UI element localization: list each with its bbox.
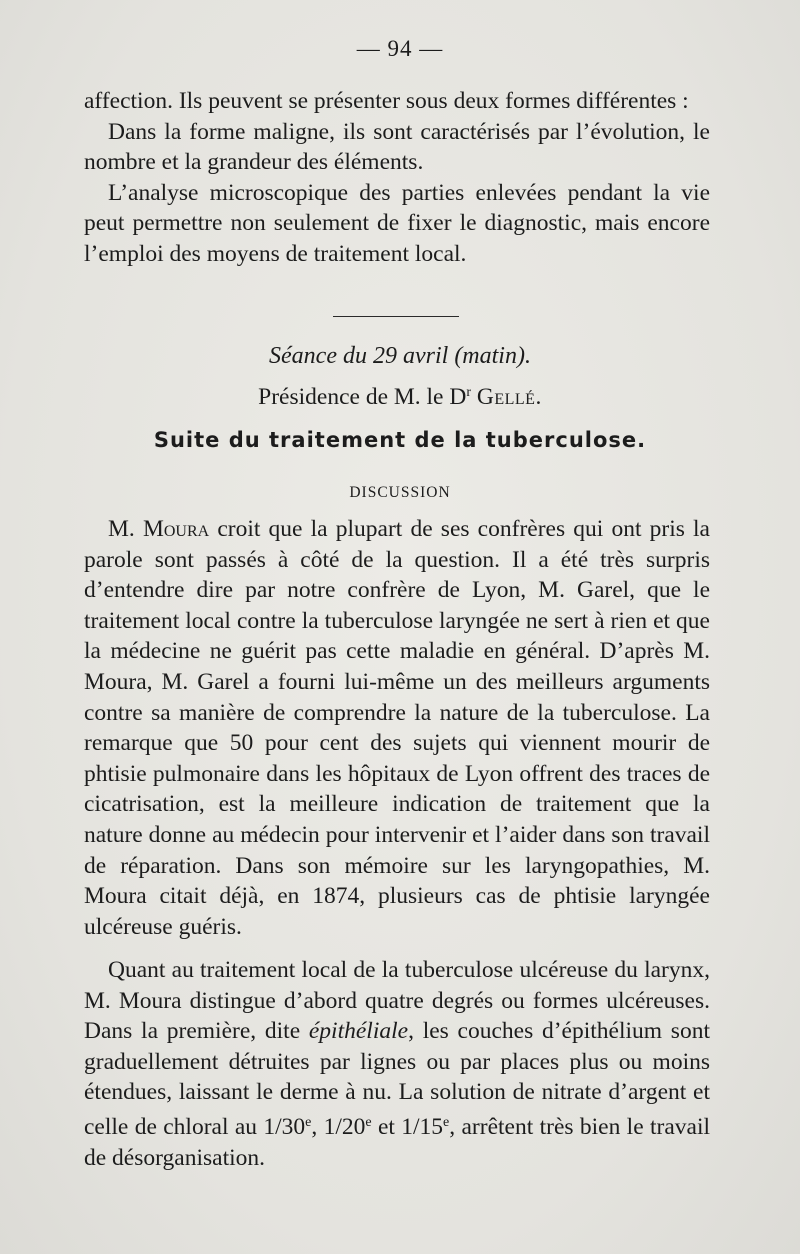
presidency-sup: r [466,385,472,400]
section-divider [333,316,459,317]
sup-3: e [443,1114,450,1130]
section-title: Suite du traitement de la tuberculose. [153,428,647,452]
traitement-c: , 1/20 [311,1113,366,1140]
moura-name: Moura [142,516,210,542]
sup-1: e [305,1114,312,1130]
intro-text-block [84,86,710,270]
traitement-a: Quant au traitement local de la tuberculose ulcéreuse du larynx, M. Moura distingue d’abord quatre degrés ou formes ulcéreuses. Dans la première, dite [84,957,710,1045]
traitement-italic: épithéliale [308,1018,409,1045]
treatment-block [84,955,710,1173]
president-name: Gellé. [476,384,542,410]
paragraph-traitement [84,955,710,1173]
paragraph-affection: affection. Ils peuvent se présenter sous deux formes différentes : [84,88,689,114]
presidency-prefix: Présidence de M. le D [258,384,467,410]
moura-lead: M. [108,516,143,542]
session-title: Séance du 29 avril (matin). [269,343,531,369]
paragraph-analyse: L’analyse microscopique des parties enlevées pendant la vie peut permettre non seulement de fixer le diagnostic, mais encore l’emploi des moyens de traitement local. [84,179,710,267]
paragraph-maligne: Dans la forme maligne, ils sont caractérisés par l’évolution, le nombre et la grandeur des éléments. [84,118,710,176]
sup-2: e [365,1114,372,1130]
discussion-heading: DISCUSSION [349,484,451,501]
paragraph-moura [84,514,710,942]
moura-text: croit que la plupart de ses confrères qui ont pris la parole sont passés à côté de la question. Il a été très surpris d’entendre dire par notre confrère de Lyon, M. Garel, que le traitement local contre la tuberculose laryngée ne sert à rien et que la médecine ne guérit pas cette maladie en général. D’après M. Moura, M. Garel a fourni lui-même un des meilleurs arguments contre sa manière de comprendre la nature de la tuberculose. La remarque que 50 pour cent des sujets qui viennent mourir de phtisie pulmonaire dans les hôpitaux de Lyon offrent des traces de cicatrisation, est la meilleure indication de traitement que la nature donne au médecin pour intervenir et l’aider dans son travail de réparation. Dans son mémoire sur les laryngopathies, M. Moura citait déjà, en 1874, plusieurs cas de phtisie laryngée ulcéreuse guéris. [84,516,710,940]
traitement-e: , arrêtent très bien le travail de désorganisation. [84,1113,711,1171]
discussion-block [84,514,710,942]
traitement-b: , les couches d’épithélium sont graduellement détruites par lignes ou par places plus ou moins étendues, laissant le derme à nu. La solution de nitrate d’argent et celle de chloral au 1/30 [84,1018,710,1140]
traitement-d: et 1/15 [371,1113,444,1140]
presidency-line [0,384,800,411]
page-number: — 94 — [356,36,444,61]
